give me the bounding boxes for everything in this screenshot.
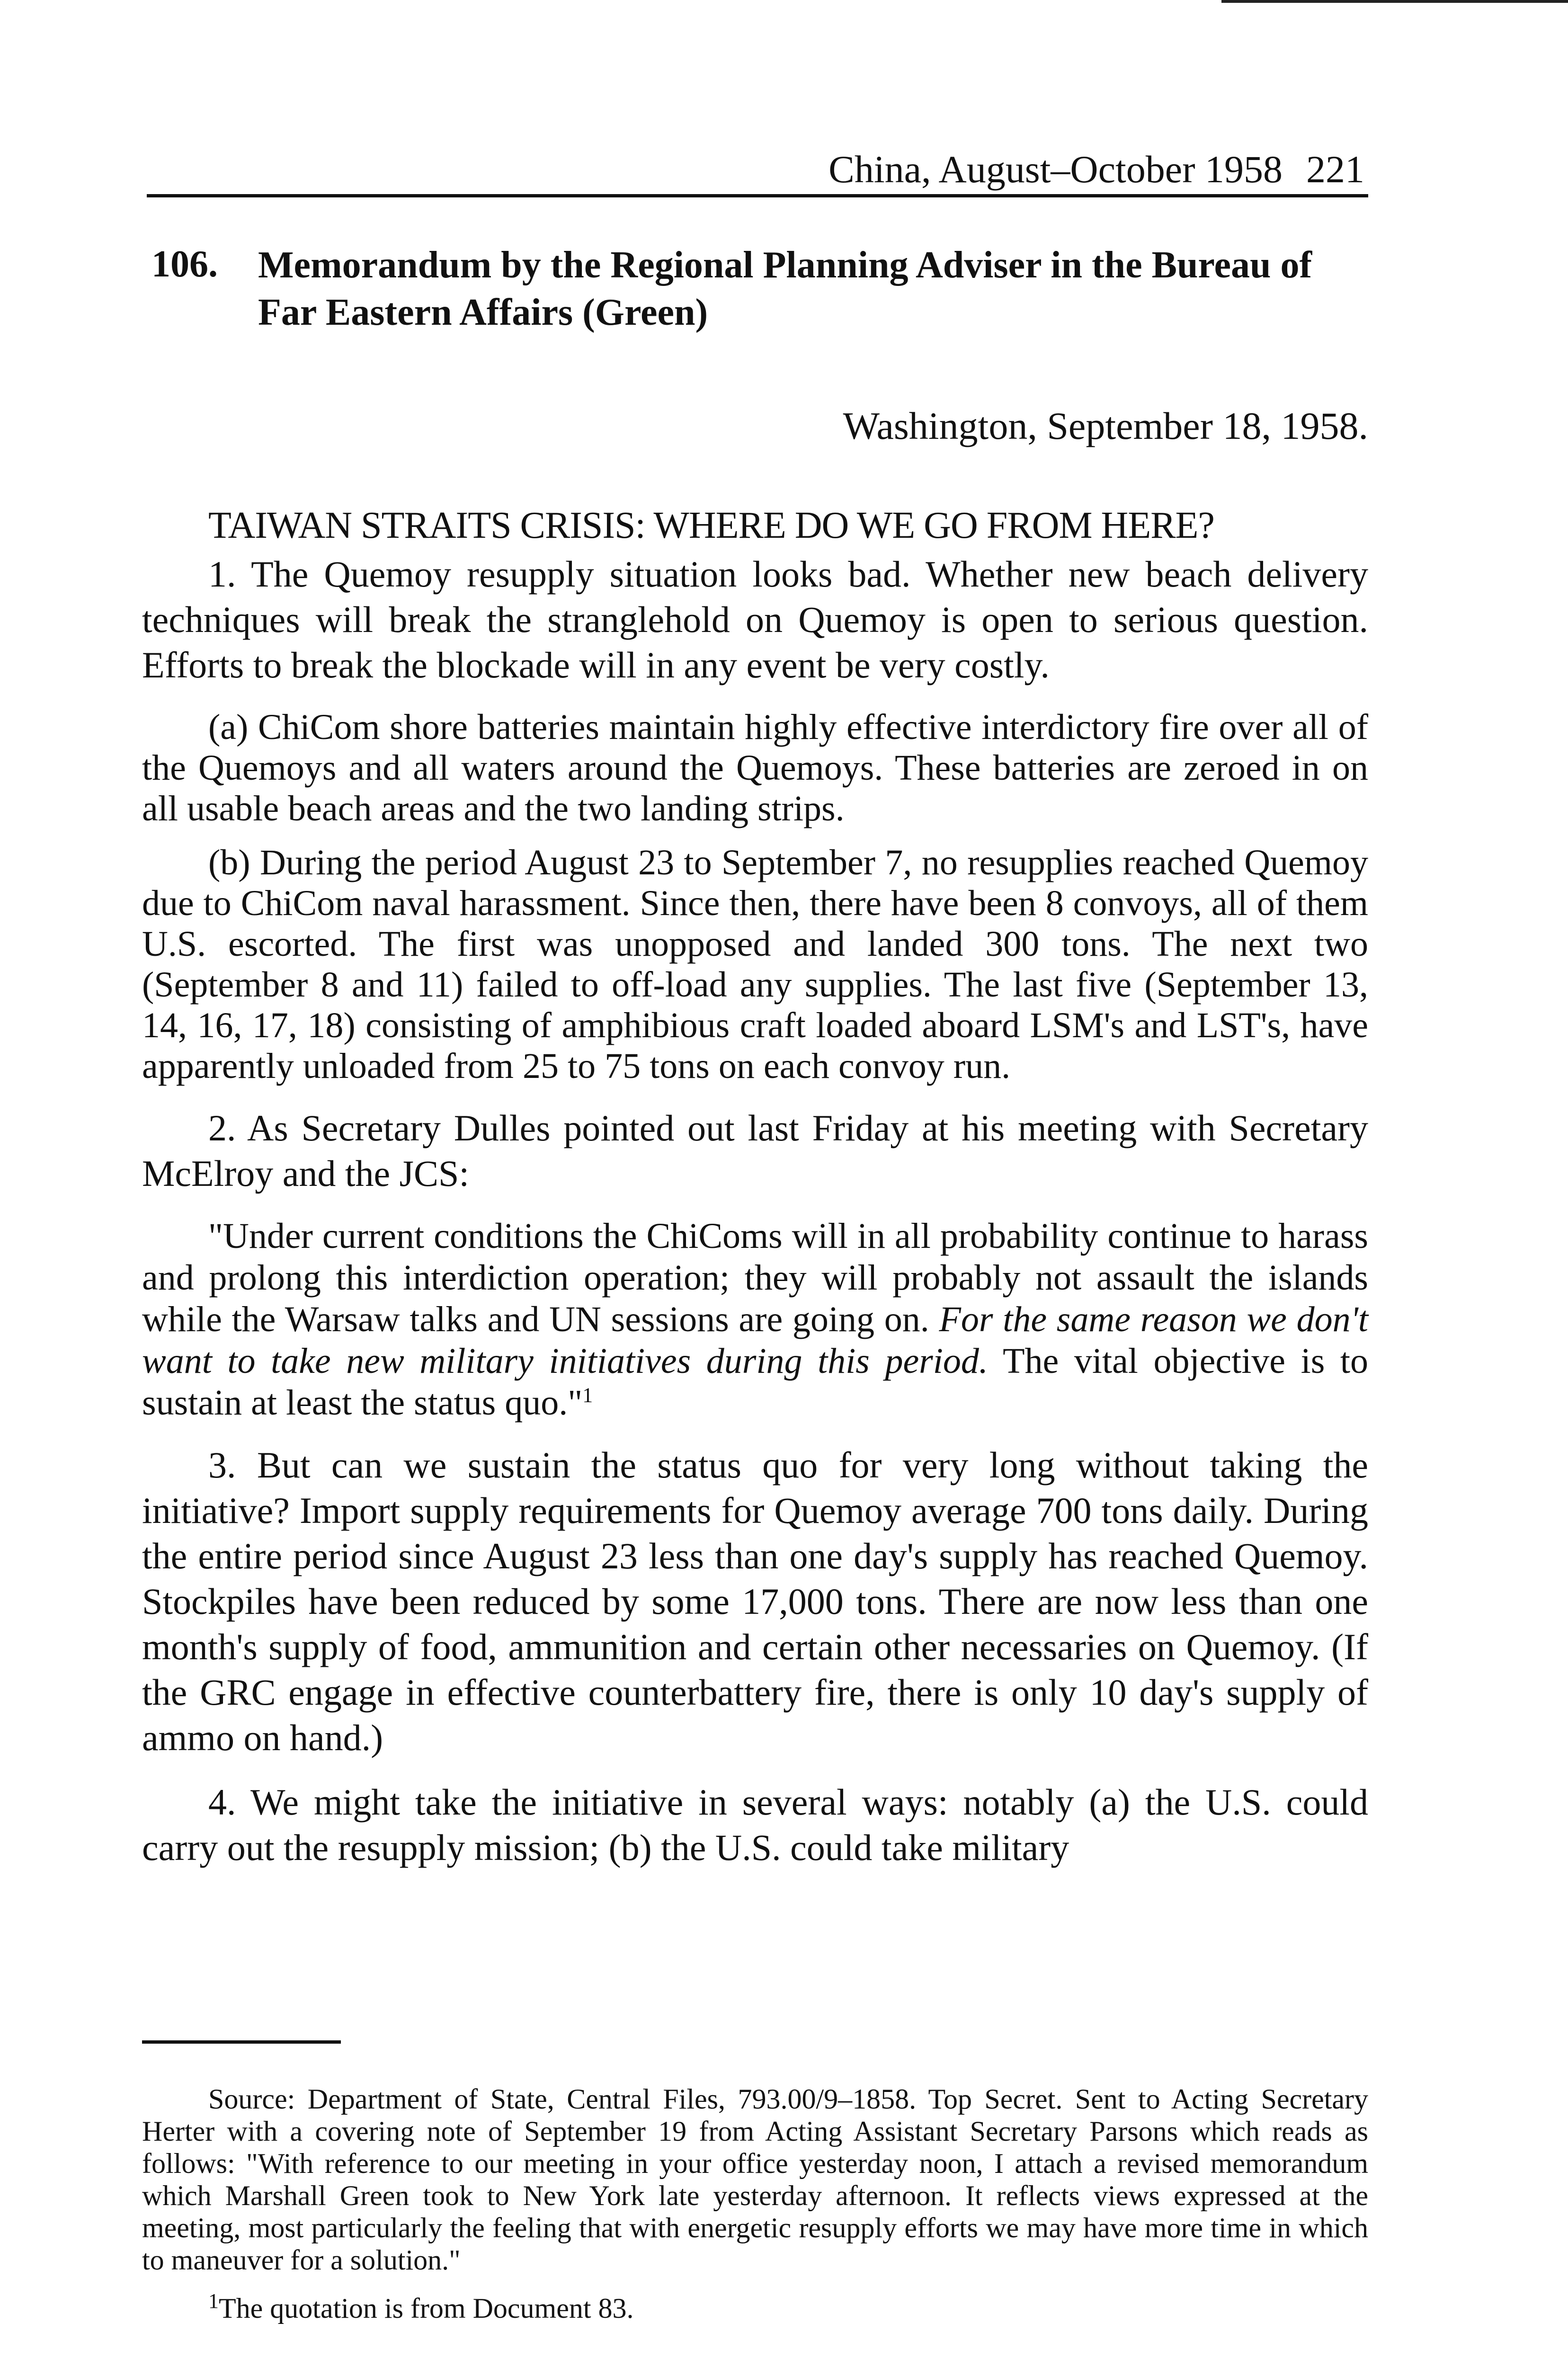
source-note: Source: Department of State, Central Files, 793.00/9–1858. Top Secret. Sent to Acting Secretary Herter with a covering note of September 19 from Acting Assistant Secretary Parsons which reads as follows: "With reference to our meeting in your office yesterday noon, I attach a revised memorandum which Marshall Green took to New York late yesterday afternoon. It reflects views expressed at the meeting, most particularly the feeling that with energetic resupply efforts we may have more time in which to maneuver for a solution." [142, 2083, 1368, 2276]
paragraph-2: 2. As Secretary Dulles pointed out last Friday at his meeting with Secretary McElroy and the JCS: [142, 1107, 1368, 1194]
running-head-title: China, August–October 1958 [829, 148, 1283, 191]
footnote-reference: 1 [582, 1383, 593, 1407]
scan-edge-line [1221, 0, 1568, 3]
footnote-1-text: The quotation is from Document 83. [219, 2293, 634, 2324]
page-number: 221 [1306, 148, 1364, 191]
place-date-line: Washington, September 18, 1958. [843, 404, 1368, 447]
dulles-quotation [142, 1215, 1368, 1424]
footnote-1 [142, 2289, 1368, 2324]
paragraph-1a: (a) ChiCom shore batteries maintain highly effective interdictory fire over all of the Quemoys and all waters around the Quemoys. These batteries are zeroed in on all usable beach areas and the two landing strips. [142, 707, 1368, 828]
footnote-rule [142, 2040, 341, 2044]
header-rule [147, 194, 1368, 197]
paragraph-1: 1. The Quemoy resupply situation looks bad. Whether new beach delivery techniques will break the stranglehold on Quemoy is open to serious question. Efforts to break the blockade will in any event be very costly. [142, 553, 1368, 685]
paragraph-4: 4. We might take the initiative in several ways: notably (a) the U.S. could carry out the resupply mission; (b) the U.S. could take military [142, 1781, 1368, 1868]
quotation-text-end: The vital objective is to sustain at least the status quo." [142, 1341, 1369, 1423]
paragraph-3: 3. But can we sustain the status quo for very long without taking the initiative? Import supply requirements for Quemoy average 700 tons daily. During the entire period since August 23 less than one day's supply has reached Quemoy. Stockpiles have been reduced by some 17,000 tons. There are now less than one month's supply of food, ammunition and certain other necessaries on Quemoy. (If the GRC engage in effective counterbattery fire, there is only 10 day's supply of ammo on hand.) [142, 1444, 1368, 1758]
quotation-text-start: "Under current conditions the ChiComs will in all probability continue to harass and prolong this interdiction operation; they will probably not assault the islands while the Warsaw talks and UN sessions are going on. [142, 1216, 1368, 1339]
running-head [142, 147, 1364, 192]
document-number: 106. [151, 243, 218, 285]
footnotes [142, 2083, 1368, 2324]
paragraph-1b: (b) During the period August 23 to September 7, no resupplies reached Quemoy due to ChiCom naval harassment. Since then, there have been 8 convoys, all of them U.S. escorted. The first was unopposed and landed 300 tons. The next two (September 8 and 11) failed to off-load any supplies. The last five (September 13, 14, 16, 17, 18) consisting of amphibious craft loaded aboard LSM's and LST's, have apparently unloaded from 25 to 75 tons on each convoy run. [142, 843, 1368, 1086]
quotation-italic-text: For the same reason we don't want to take new military initiatives during this period. [142, 1299, 1368, 1381]
footnote-1-marker: 1 [208, 2289, 219, 2313]
document-title: Memorandum by the Regional Planning Adviser in the Bureau of Far Eastern Affairs (Green) [258, 244, 1312, 333]
memo-heading: TAIWAN STRAITS CRISIS: WHERE DO WE GO FROM HERE? [208, 505, 1214, 546]
memo-body [142, 552, 1368, 1870]
